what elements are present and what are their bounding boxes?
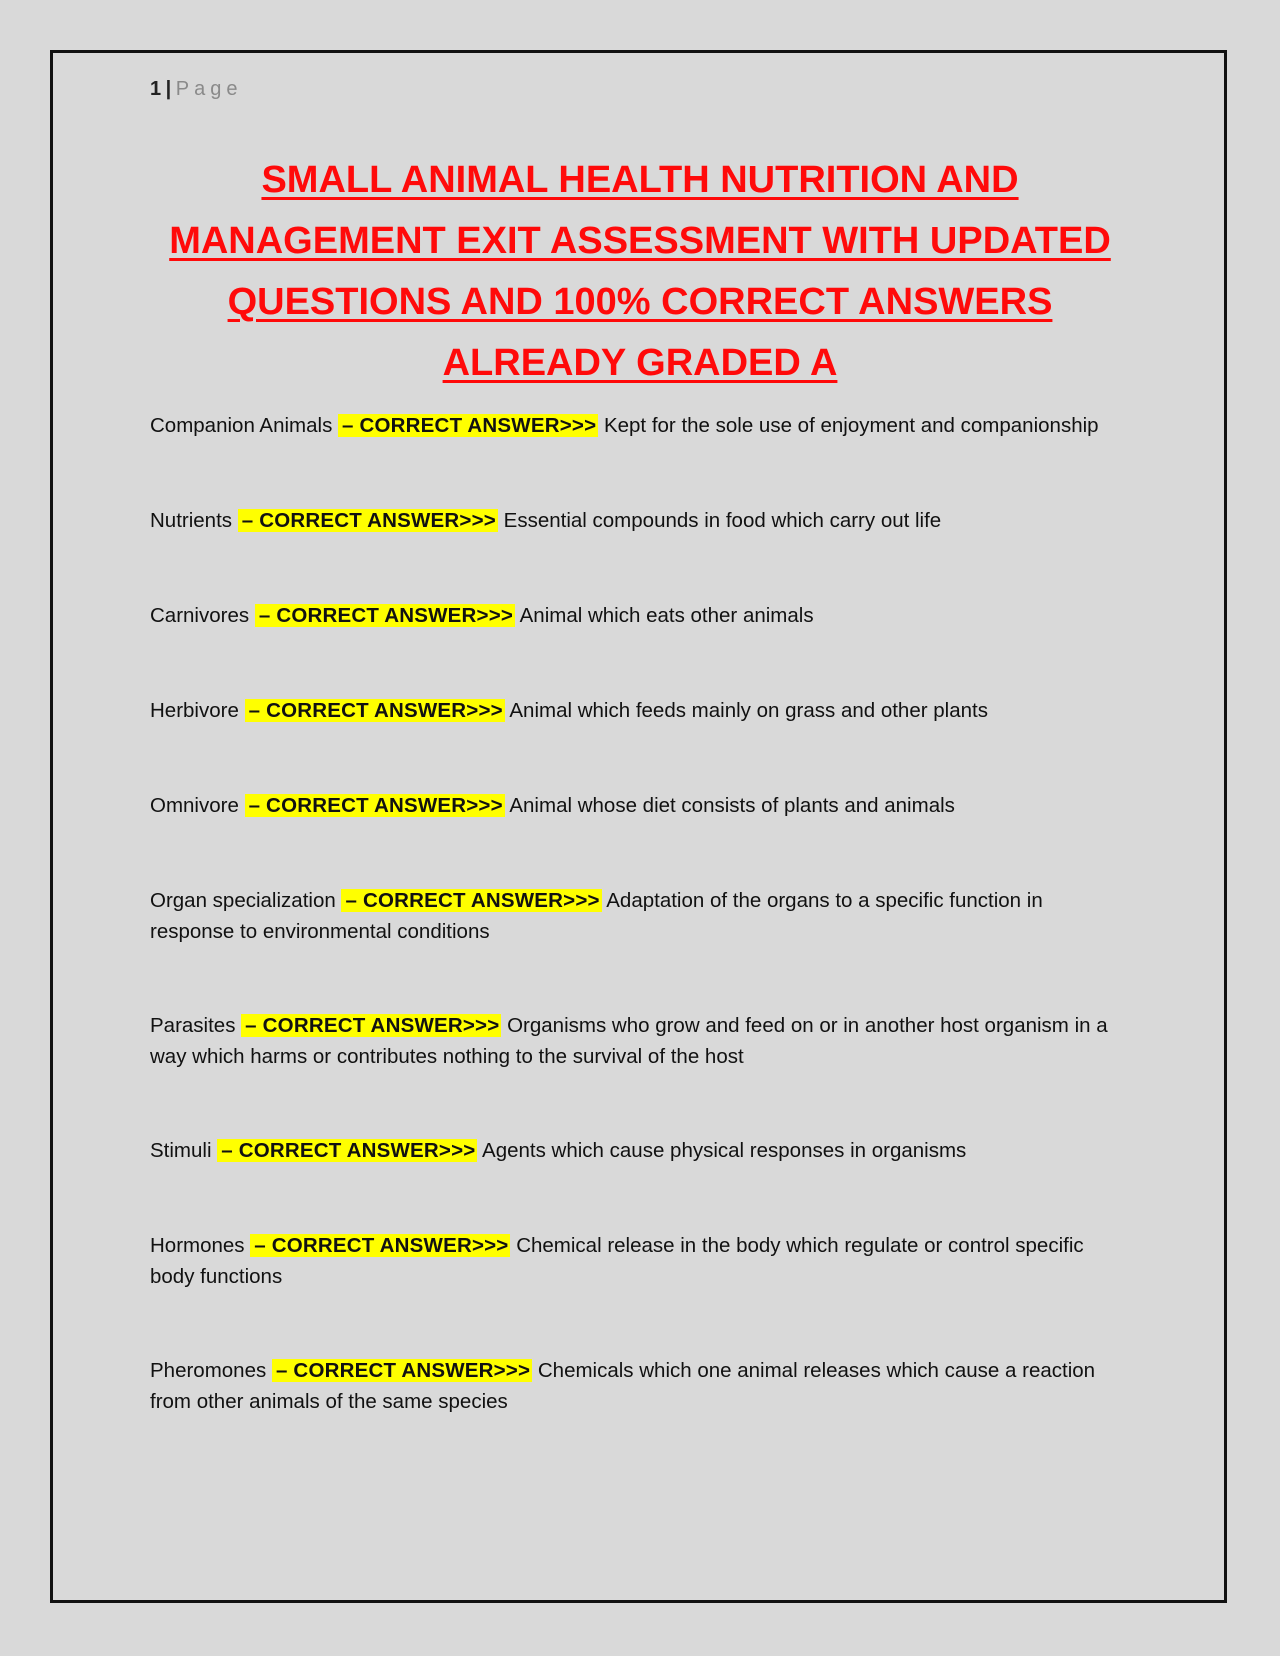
page-number-separator: | [165, 78, 172, 100]
entry-definition: Animal which feeds mainly on grass and other plants [509, 699, 988, 722]
correct-answer-highlight: – CORRECT ANSWER>>> [250, 1234, 510, 1257]
correct-answer-highlight: – CORRECT ANSWER>>> [245, 699, 505, 722]
entry-term: Parasites [150, 1014, 236, 1037]
entry-definition: Agents which cause physical responses in organisms [482, 1139, 967, 1162]
entry-term: Omnivore [150, 794, 239, 817]
list-item [150, 505, 1125, 536]
entry-definition: Chemical release in the body which regulate or control specific body functions [150, 1234, 1084, 1288]
entry-definition: Adaptation of the organs to a specific function in response to environmental conditions [150, 889, 1043, 943]
list-item [150, 885, 1125, 947]
page-number-header [150, 78, 242, 101]
page-number: 1 [150, 78, 162, 100]
correct-answer-highlight: – CORRECT ANSWER>>> [341, 889, 601, 912]
list-item [150, 1355, 1125, 1417]
list-item [150, 1135, 1125, 1166]
correct-answer-highlight: – CORRECT ANSWER>>> [272, 1359, 532, 1382]
entry-term: Carnivores [150, 604, 250, 627]
list-item [150, 600, 1125, 631]
correct-answer-highlight: – CORRECT ANSWER>>> [241, 1014, 501, 1037]
list-item [150, 1010, 1125, 1072]
correct-answer-highlight: – CORRECT ANSWER>>> [217, 1139, 477, 1162]
entry-definition: Essential compounds in food which carry out life [503, 509, 942, 532]
entry-definition: Animal which eats other animals [519, 604, 814, 627]
list-item [150, 410, 1125, 441]
entry-term: Nutrients [150, 509, 233, 532]
correct-answer-highlight: – CORRECT ANSWER>>> [238, 509, 498, 532]
entry-term: Pheromones [150, 1359, 267, 1382]
entry-term: Stimuli [150, 1139, 212, 1162]
entry-term: Organ specialization [150, 889, 336, 912]
list-item [150, 695, 1125, 726]
document-title: SMALL ANIMAL HEALTH NUTRITION AND MANAGEMENT EXIT ASSESSMENT WITH UPDATED QUESTIONS AND 100% CORRECT ANSWERS ALREADY GRADED A [169, 159, 1111, 384]
list-item [150, 1230, 1125, 1292]
correct-answer-highlight: – CORRECT ANSWER>>> [255, 604, 515, 627]
entry-term: Herbivore [150, 699, 239, 722]
page-label: Page [175, 78, 243, 100]
correct-answer-highlight: – CORRECT ANSWER>>> [245, 794, 505, 817]
entry-definition: Animal whose diet consists of plants and animals [509, 794, 955, 817]
entry-term: Hormones [150, 1234, 245, 1257]
entry-definition: Organisms who grow and feed on or in another host organism in a way which harms or contributes nothing to the survival of the host [150, 1014, 1108, 1068]
entry-definition: Chemicals which one animal releases which cause a reaction from other animals of the same species [150, 1359, 1096, 1413]
entry-term: Companion Animals [150, 414, 333, 437]
entry-definition: Kept for the sole use of enjoyment and companionship [603, 414, 1099, 437]
correct-answer-highlight: – CORRECT ANSWER>>> [338, 414, 598, 437]
list-item [150, 790, 1125, 821]
